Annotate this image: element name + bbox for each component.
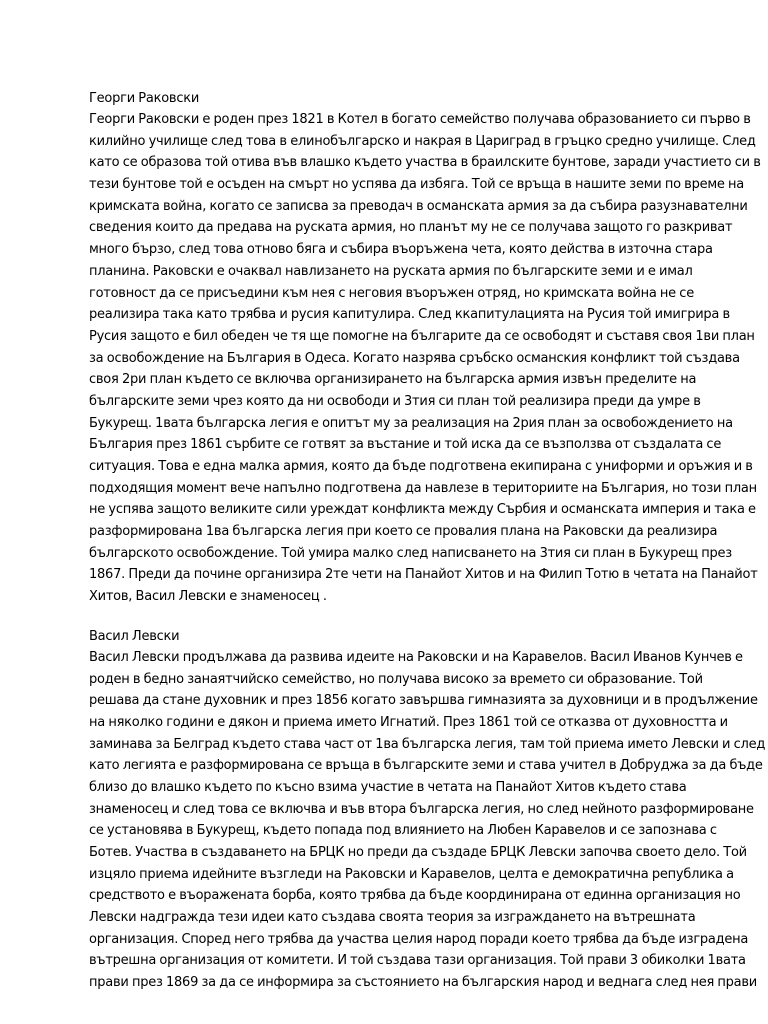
paragraph-line: като легията е разформирована се връща в българските земи и става учител в Добруджа за да бъде <box>89 758 763 774</box>
paragraph-line: разформирована 1ва българска легия при което се провалия плана на Раковски да реализира <box>89 524 718 540</box>
paragraph-line: като се образова той отива във влашко където участва в браилските бунтове, заради участието си в <box>89 155 761 171</box>
paragraph-line: своя 2ри план където се включва организирането на българска армия извън пределите на <box>89 372 697 388</box>
paragraph-line: готовност да се присъедини към нея с неговия въоръжен отряд, но кримската война не се <box>89 285 694 301</box>
section-paragraph <box>89 647 766 994</box>
section-rakovski <box>89 88 761 608</box>
paragraph-line: 1867. Преди да почине организира 2те чети на Панайот Хитов и на Филип Тотю в четата на Панайот <box>89 567 758 583</box>
paragraph-line: Левски надгражда тези идеи като създава своята теория за изграждането на вътрешната <box>89 910 696 926</box>
paragraph-line: ситуация. Това е една малка армия, която да бъде подготвена екипирана с униформи и оръжия и в <box>89 459 753 474</box>
paragraph-line: България през 1861 сърбите се готвят за въстание и той иска да се възползва от създалата се <box>89 437 722 453</box>
paragraph-line: Васил Левски продължава да развива идеите на Раковски и на Каравелов. Васил Иванов Кунчев е <box>89 649 743 665</box>
paragraph-line: се установява в Букурещ, където попада под влиянието на Любен Каравелов и се запознава с <box>89 823 717 839</box>
paragraph-line: Ботев. Участва в създаването на БРЦК но преди да създаде БРЦК Левски започва своето дело. Той <box>89 845 747 860</box>
section-levski <box>89 626 766 994</box>
paragraph-line: прави през 1869 за да се информира за състоянието на българския народ и веднага след нея прави <box>89 975 757 991</box>
paragraph-line: решава да стане духовник и през 1856 когато завършва гимназията за духовници и в продължение <box>89 693 758 709</box>
paragraph-line: Георги Раковски е роден през 1821 в Котел в богато семейство получава образованието си първо в <box>89 112 751 127</box>
paragraph-line: Букурещ. 1вата българска легия е опитът му за реализация на 2рия план за освобождението на <box>89 415 733 431</box>
paragraph-line: вътрешна организация от комитети. И той създава тази организация. Той прави 3 обиколки 1вата <box>89 953 746 969</box>
paragraph-line: Русия защото е бил обеден че тя ще помогне на българите да се освободят и съставя своя 1ви план <box>89 328 755 344</box>
paragraph-line: българските земи чрез която да ни освободи и 3тия си план той реализира преди да умре в <box>89 393 701 409</box>
document-body <box>89 88 766 1012</box>
paragraph-line: изцяло приема идейните възгледи на Раковски и Каравелов, целта е демократична република а <box>89 866 734 882</box>
paragraph-line: кримската война, когато се записва за преводач в османската армия за да събира разузнавателни <box>89 198 748 214</box>
paragraph-line: Хитов, Васил Левски е знаменосец . <box>89 589 327 605</box>
section-heading: Васил Левски <box>89 628 180 644</box>
paragraph-line: заминава за Белград където става част от 1ва българска легия, там той приема името Левски и след <box>89 736 766 752</box>
paragraph-line: средството е въоражената борба, която трябва да бъде координирана от единна организация но <box>89 888 741 904</box>
section-heading: Георги Раковски <box>89 91 200 106</box>
section-paragraph <box>89 109 761 608</box>
paragraph-line: не успява защото великите сили уреждат конфликта между Сърбия и османската империя и така е <box>89 502 756 518</box>
paragraph-line: сведения които да предава на руската армия, но планът му не се получава защото го разкриват <box>89 220 733 236</box>
paragraph-line: знаменосец и след това се включва и във втора българска легия, но след нейното разформироване <box>89 801 754 817</box>
paragraph-line: близо до влашко където по късно взима участие в четата на Панайот Хитов където става <box>89 779 687 795</box>
paragraph-line: за освобождение на България в Одеса. Когато назрява сръбско османския конфликт той създава <box>89 350 740 366</box>
paragraph-line: роден в бедно занаятчийско семейство, но получава високо за времето си образование. Той <box>89 671 703 687</box>
paragraph-line: на няколко години е дякон и приема името Игнатий. През 1861 той се отказва от духовността и <box>89 714 728 730</box>
paragraph-line: подходящия момент вече напълно подготвена да навлезе в териториите на България, но този план <box>89 480 757 496</box>
paragraph-line: килийно училище след това в елинобългарско и накрая в Цариград в гръцко средно училище. След <box>89 133 756 149</box>
paragraph-line: планина. Раковски е очаквал навлизането на руската армия по българските земи и е имал <box>89 263 693 279</box>
paragraph-line: тези бунтове той е осъден на смърт но успява да избяга. Той се връща в нашите земи по време на <box>89 177 744 193</box>
paragraph-line: българското освобождение. Той умира малко след написването на 3тия си план в Букурещ през <box>89 545 732 561</box>
paragraph-line: организация. Според него трябва да участва целия народ поради което трябва да бъде изградена <box>89 931 749 947</box>
paragraph-line: много бързо, след това отново бяга и събира въоръжена чета, която действа в източна стара <box>89 242 713 258</box>
paragraph-line: реализира така като трябва и русия капитулира. След ккапитулацията на Русия той имигрира в <box>89 307 730 323</box>
